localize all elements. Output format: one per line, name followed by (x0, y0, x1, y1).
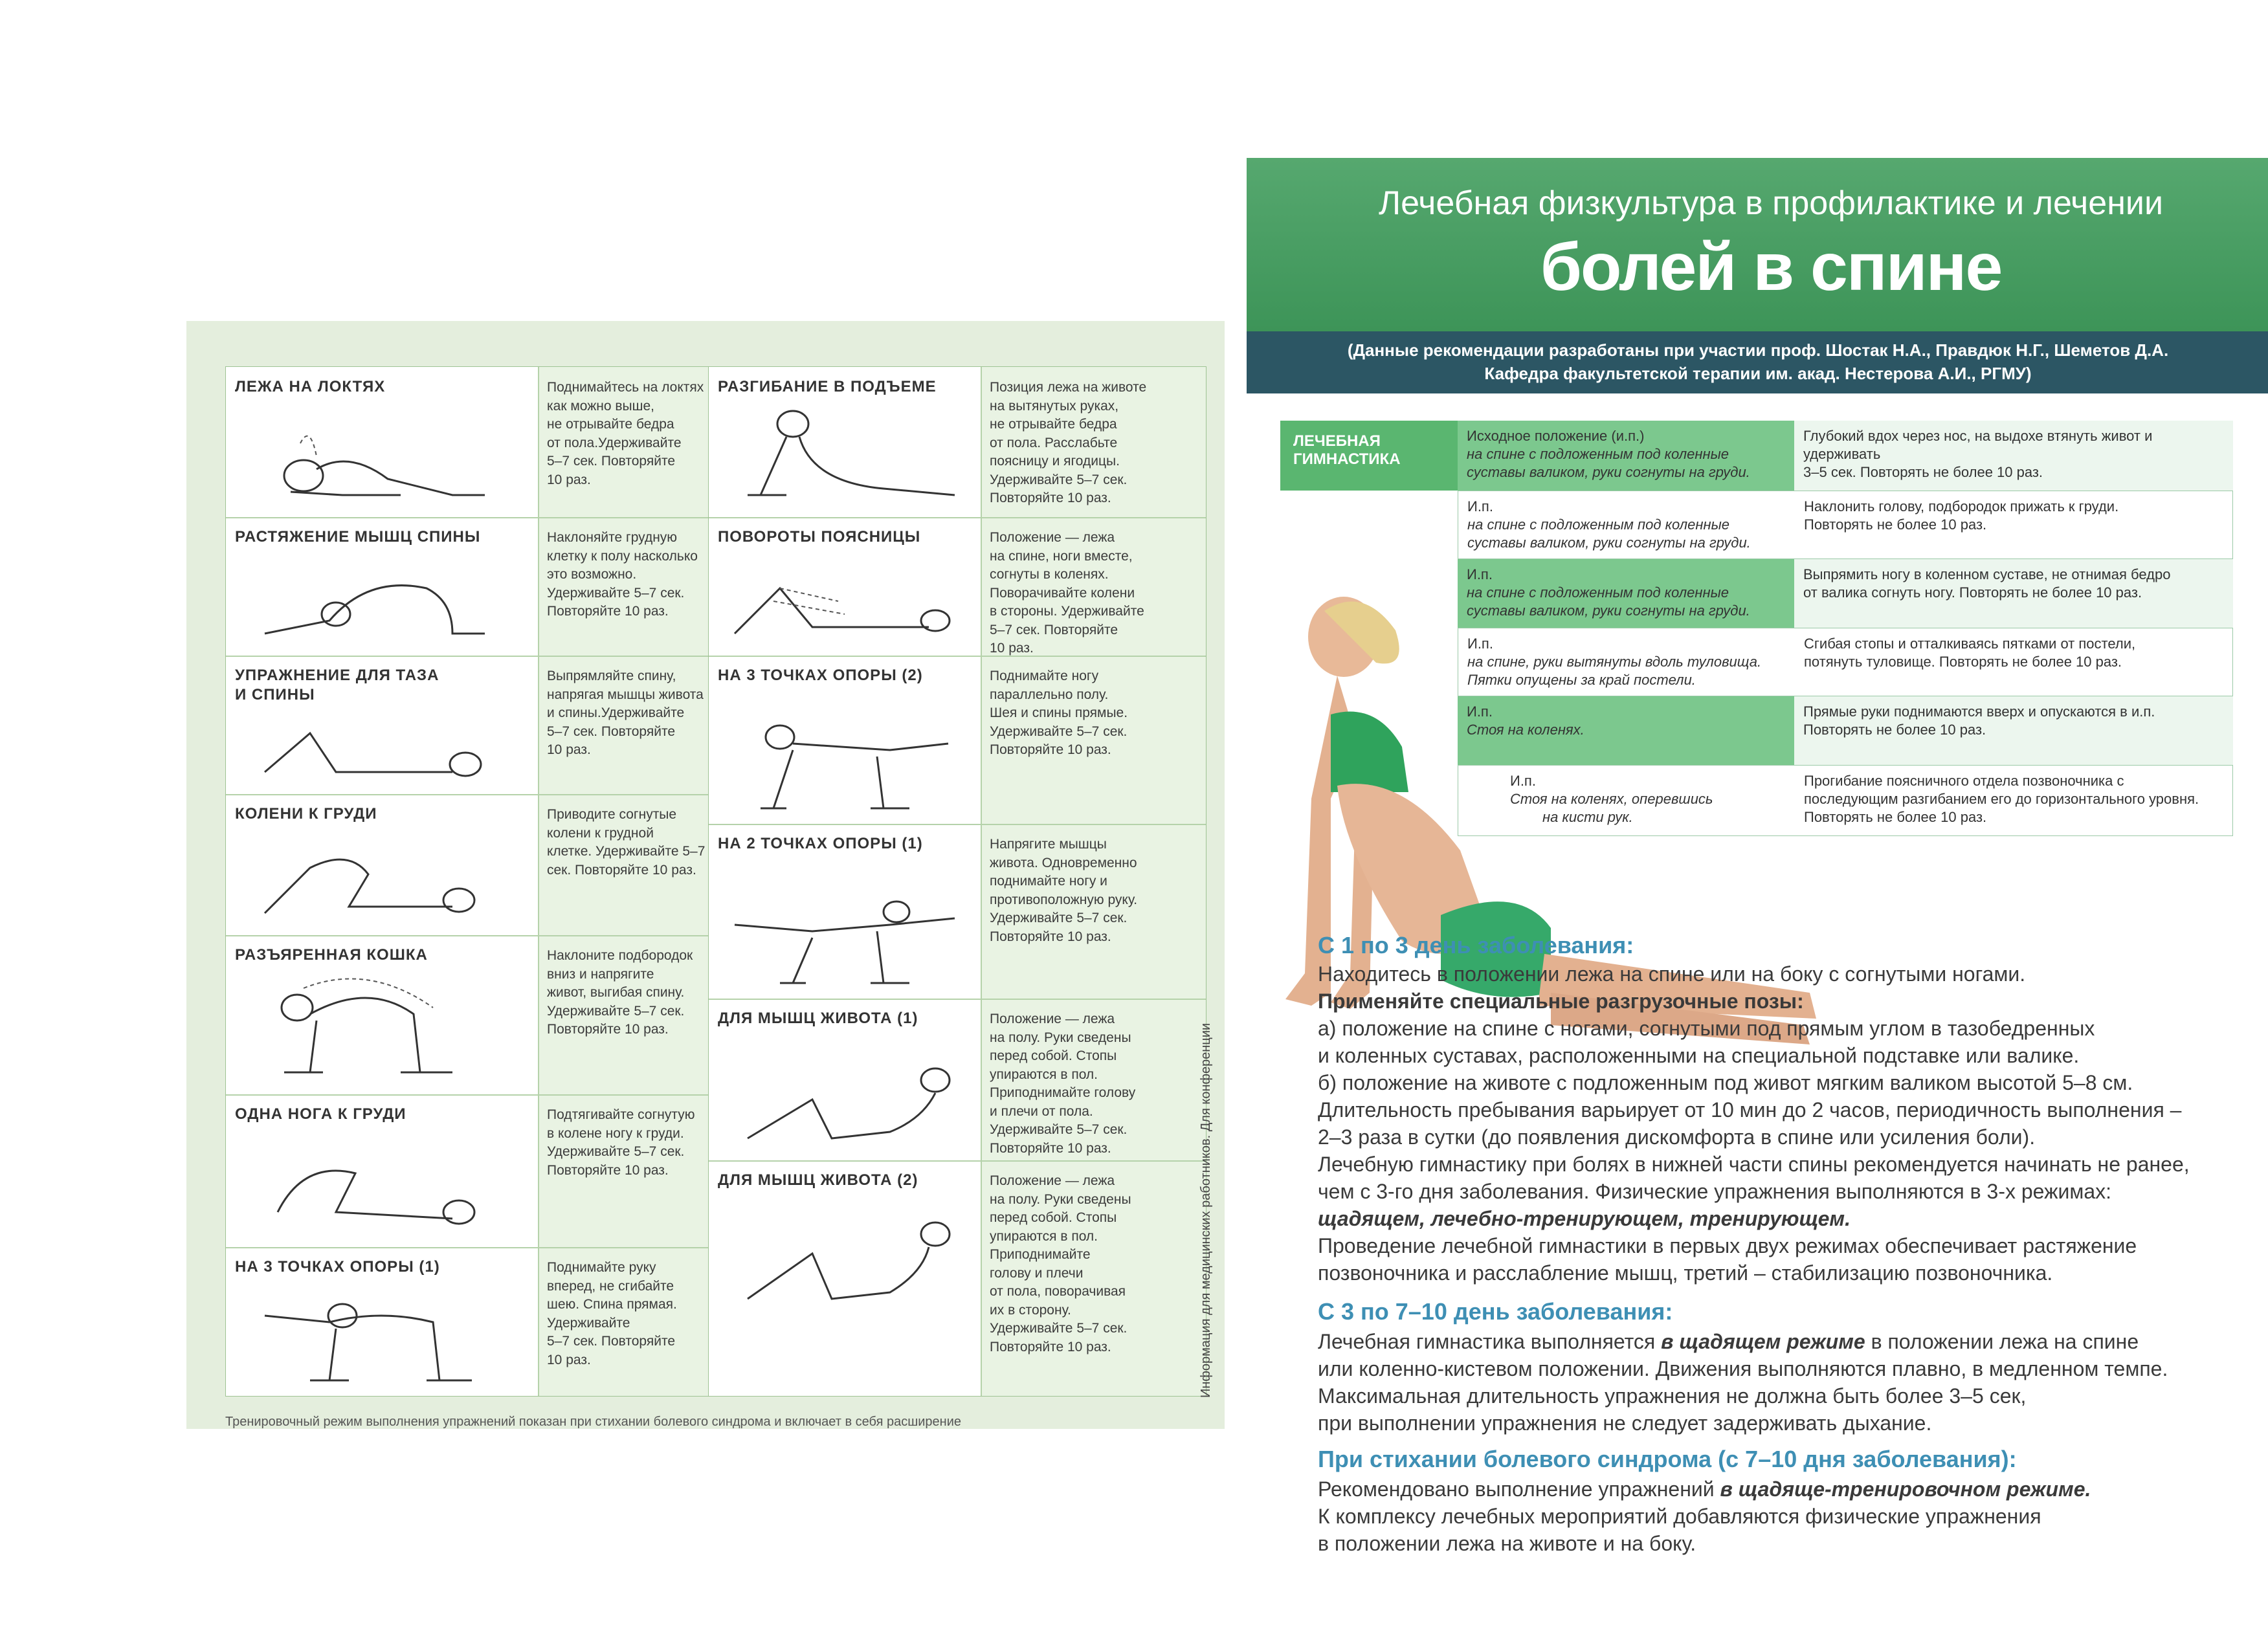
exercise-illustration (722, 1041, 968, 1151)
exercise-title: НА 3 ТОЧКАХ ОПОРЫ (2) (718, 667, 923, 684)
exercise-row (709, 367, 1206, 518)
authors-line: (Данные рекомендации разработаны при участии проф. Шостак Н.А., Правдюк Н.Г., Шеметов Д.А. (1347, 340, 2169, 360)
exercise-title: ДЛЯ МЫШЦ ЖИВОТА (1) (718, 1010, 918, 1027)
section-heading: С 1 по 3 день заболевания: (1318, 932, 1634, 958)
exercise-row (226, 517, 744, 657)
header-banner (1247, 158, 2268, 331)
side-note: Информация для медицинских работников. Для конференции (1199, 1022, 1213, 1398)
exercise-row (226, 935, 744, 1096)
exercise-description: Наклоните подбородок вниз и напрягите живот, выгибая спину. Удерживайте 5–7 сек. Повторяйте 10 раз. (547, 948, 693, 1037)
exercise-description: Поднимайте руку вперед, не сгибайте шею. Спина прямая. Удерживайте 5–7 сек. Повторяйте 10 раз. (547, 1260, 677, 1367)
gym-table-row: И.п. на спине с подложенным под коленные суставы валиком, руки согнуты на груди. Наклонить голову, подбородок прижать к груди. Повторять не более 10 раз. (1458, 491, 2233, 559)
exercise-illustration (722, 398, 968, 508)
exercise-row (226, 1094, 744, 1248)
exercise-illustration (239, 969, 524, 1085)
exercise-description: Положение — лежа на спине, ноги вместе, согнуты в коленях. Поворачивайте колени в стороны. Удерживайте 5–7 сек. Повторяйте 10 раз. (990, 530, 1144, 656)
exercise-title: УПРАЖНЕНИЕ ДЛЯ ТАЗА И СПИНЫ (235, 667, 439, 703)
exercise-title: РАЗГИБАНИЕ В ПОДЪЕМЕ (718, 378, 937, 395)
exercise-description: Выпрямляйте спину, напрягая мышцы живота и спины.Удерживайте 5–7 сек. Повторяйте 10 раз. (547, 669, 704, 757)
gym-table-row: Исходное положение (и.п.) на спине с подложенным под коленные суставы валиком, руки согнуты на груди. Глубокий вдох через нос, на выдохе втянуть живот и удерживать 3–5 сек. Повторять не более 10 раз. (1458, 421, 2233, 491)
exercise-description: Подтягивайте согнутую в колене ногу к груди. Удерживайте 5–7 сек. Повторяйте 10 раз. (547, 1107, 695, 1178)
exercise-row (226, 367, 744, 518)
section-body: Находитесь в положении лежа на спине или на боку с согнутыми ногами. Применяйте специальные разгрузочные позы: а) положение на спине с ногами, согнутыми под прямым углом в тазобедренных и коленных суставах, расположенными на специальной подставке или валике. б) положение на животе с подложенным под живот мягким валиком высотой 5–8 см. Длительность пребывания варьирует от 10 мин до 2 часов, периодичность выполнения – 2–3 раза в сутки (до появления дискомфорта в спине или усиления боли). Лечебную гимнастику при болях в нижней части спины рекомендуется начинать не ранее, чем с 3-го дня заболевания. Физические упражнения выполняются в 3-х режимах: щадящем, лечебно-тренирующем, тренирующем. Проведение лечебной гимнастики в первых двух режимах обеспечивает растяжение позвоночника и расслабление мышц, третий – стабилизацию позвоночника. (1318, 962, 2190, 1285)
exercise-row (709, 824, 1206, 1000)
exercise-illustration (722, 1202, 968, 1318)
exercise-description: Напрягите мышцы живота. Одновременно поднимайте ногу и противоположную руку. Удерживайте 5–7 сек. Повторяйте 10 раз. (990, 837, 1138, 944)
authors-band (1247, 331, 2268, 393)
section-body: Лечебная гимнастика выполняется в щадящем режиме в положении лежа на спине или коленно-кистевом положении. Движения выполняются плавно, в медленном темпе. Максимальная длительность упражнения не должна быть более 3–5 сек, при выполнении упражнения не следует задерживать дыхание. (1318, 1330, 2168, 1435)
exercise-row (226, 656, 744, 795)
header-title: болей в спине (1540, 230, 2002, 305)
exercise-title: КОЛЕНИ К ГРУДИ (235, 805, 377, 823)
exercise-description: Поднимайте ногу параллельно полу. Шея и спины прямые. Удерживайте 5–7 сек. Повторяйте 10 раз. (990, 669, 1128, 757)
exercise-illustration (239, 1134, 524, 1238)
exercise-description: Поднимайтесь на локтях как можно выше, не отрывайте бедра от пола.Удерживайте 5–7 сек. Повторяйте 10 раз. (547, 380, 704, 487)
exercise-illustration (722, 867, 968, 989)
exercise-title: ДЛЯ МЫШЦ ЖИВОТА (2) (718, 1171, 918, 1189)
section-heading: С 3 по 7–10 день заболевания: (1318, 1298, 1673, 1325)
section-heading: При стихании болевого синдрома (с 7–10 дня заболевания): (1318, 1446, 2017, 1472)
exercise-description: Наклоняйте грудную клетку к полу насколько это возможно. Удерживайте 5–7 сек. Повторяйте 10 раз. (547, 530, 698, 619)
exercise-title: ПОВОРОТЫ ПОЯСНИЦЫ (718, 528, 921, 546)
gym-table-row: И.п. на спине, руки вытянуты вдоль туловища. Пятки опущены за край постели. Сгибая стопы и отталкиваясь пятками от постели, потянуть туловище. Повторять не более 10 раз. (1458, 628, 2233, 696)
exercise-description: Положение — лежа на полу. Руки сведены перед собой. Стопы упираются в пол. Приподнимайте голову и плечи от пола, поворачивая их в сторону. Удерживайте 5–7 сек. Повторяйте 10 раз. (990, 1173, 1131, 1354)
exercise-grid-right (708, 366, 1206, 1397)
exercise-title: ОДНА НОГА К ГРУДИ (235, 1105, 406, 1123)
gym-table-row: И.п. на спине с подложенным под коленные суставы валиком, руки согнуты на груди. Выпрямить ногу в коленном суставе, не отнимая бедро от валика согнуть ногу. Повторять не более 10 раз. (1458, 559, 2233, 628)
exercise-illustration (239, 398, 524, 508)
exercise-illustration (722, 698, 968, 815)
exercise-description: Приводите согнутые колени к грудной клетке. Удерживайте 5–7 сек. Повторяйте 10 раз. (547, 807, 706, 878)
gym-table-row: И.п. Стоя на коленях, оперевшись на кисти рук. Прогибание поясничного отдела позвоночника с последующим разгибанием его до горизонтального уровня. Повторять не более 10 раз. (1458, 765, 2233, 836)
exercise-illustration (239, 835, 524, 926)
exercise-row (226, 794, 744, 936)
exercise-title: НА 3 ТОЧКАХ ОПОРЫ (1) (235, 1258, 440, 1276)
department-line: Кафедра факультетской терапии им. акад. Нестерова А.И., РГМУ) (1484, 364, 2032, 383)
exercise-title: НА 2 ТОЧКАХ ОПОРЫ (1) (718, 835, 923, 852)
exercise-row (709, 999, 1206, 1162)
cut-off-text: Тренировочный режим выполнения упражнений показан при стихании болевого синдрома и включает в себя расширение (225, 1415, 962, 1429)
exercise-illustration (239, 707, 524, 785)
gym-table-row: И.п. Стоя на коленях. Прямые руки поднимаются вверх и опускаются в и.п. Повторять не более 10 раз. (1458, 696, 2233, 765)
exercise-row (709, 517, 1206, 657)
leaflet (1247, 158, 2268, 1636)
gym-section-label: ЛЕЧЕБНАЯ ГИМНАСТИКА (1280, 421, 1410, 491)
exercise-row (709, 656, 1206, 825)
section-body: Рекомендовано выполнение упражнений в щадяще-тренировочном режиме. К комплексу лечебных мероприятий добавляются физические упражнения в положении лежа на животе и на боку. (1318, 1477, 2091, 1555)
exercise-title: РАЗЪЯРЕННАЯ КОШКА (235, 946, 428, 964)
exercise-title: РАСТЯЖЕНИЕ МЫШЦ СПИНЫ (235, 528, 481, 546)
header-subtitle: Лечебная физкультура в профилактике и лечении (1378, 184, 2164, 222)
exercise-illustration (722, 562, 968, 647)
exercise-row (709, 1160, 1206, 1396)
exercise-title: ЛЕЖА НА ЛОКТЯХ (235, 378, 386, 395)
exercise-sheet (186, 321, 1225, 1429)
exercise-illustration (239, 549, 524, 647)
exercise-description: Позиция лежа на животе на вытянутых руках, не отрывайте бедра от пола. Расслабьте поясницу и ягодицы. Удерживайте 5–7 сек. Повторяйте 10 раз. (990, 380, 1147, 505)
exercise-description: Положение — лежа на полу. Руки сведены перед собой. Стопы упираются в пол. Приподнимайте голову и плечи от пола. Удерживайте 5–7 сек. Повторяйте 10 раз. (990, 1011, 1136, 1156)
exercise-row (226, 1247, 744, 1396)
exercise-grid-left (225, 366, 744, 1397)
exercise-illustration (239, 1283, 524, 1387)
